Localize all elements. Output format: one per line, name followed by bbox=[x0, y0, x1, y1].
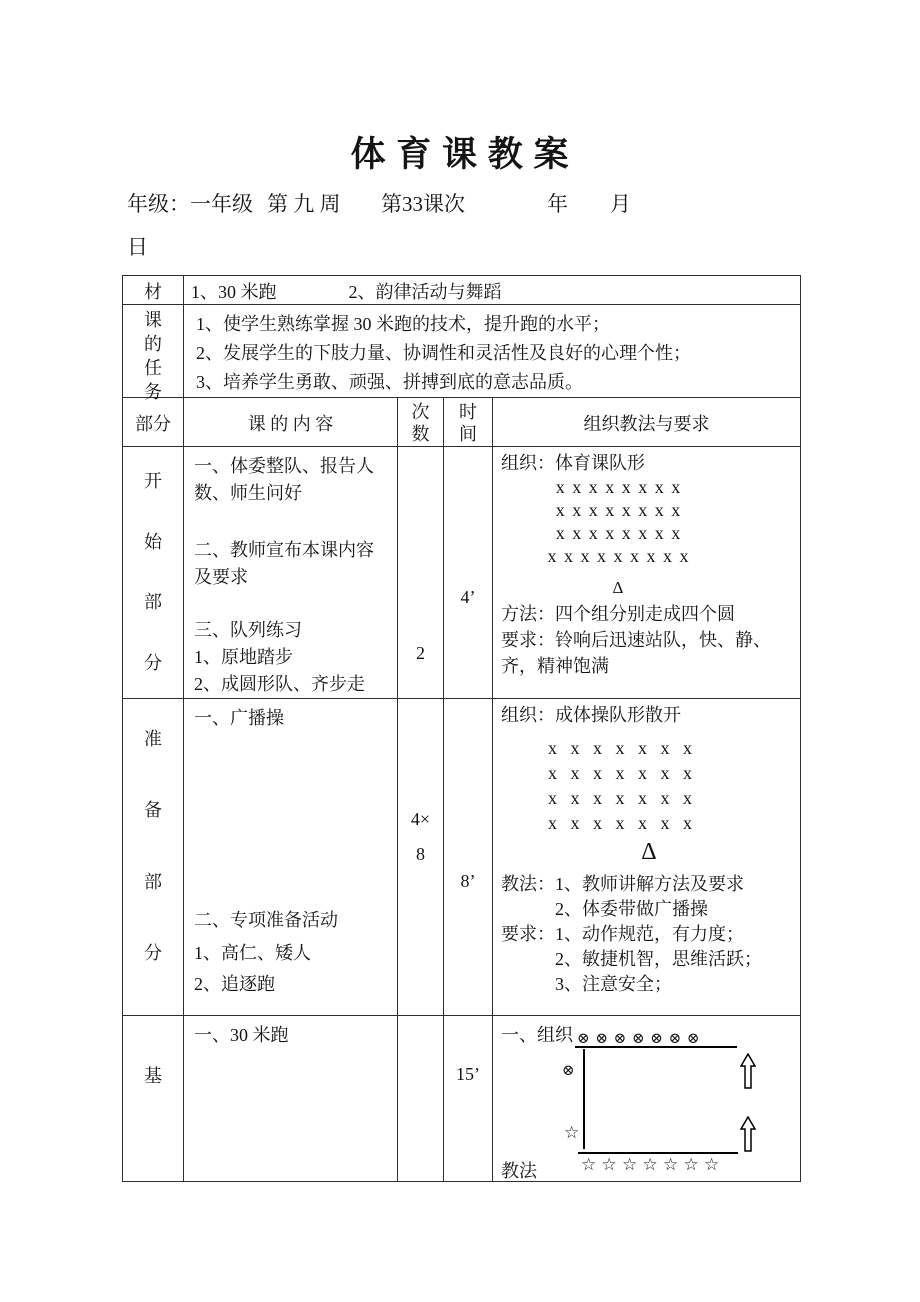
formation-row: x x x x x x x bbox=[548, 788, 692, 808]
start-method bbox=[493, 447, 800, 679]
student-row-bottom-stars: ☆ ☆ ☆ ☆ ☆ ☆ ☆ bbox=[581, 1155, 720, 1174]
cell-basic-label bbox=[123, 1016, 184, 1182]
header-part bbox=[123, 398, 184, 447]
prep-label-char: 分 bbox=[144, 942, 162, 963]
prep-item-2b: 2、追逐跑 bbox=[194, 974, 275, 994]
prep-item-2: 二、专项准备活动 bbox=[194, 910, 338, 930]
cell-basic-content bbox=[184, 1016, 398, 1182]
start-method-line: 方法：四个组分别走成四个圆 bbox=[501, 604, 735, 624]
cell-material-content bbox=[184, 276, 801, 305]
prep-item-1: 一、广播操 bbox=[194, 708, 284, 728]
prep-section-label bbox=[123, 699, 183, 1013]
prep-label-char: 准 bbox=[144, 729, 162, 749]
row-prep-section bbox=[123, 699, 801, 1016]
meta-week: 第 九 周 bbox=[267, 192, 341, 216]
header-time bbox=[444, 398, 493, 447]
start-times-value: 2 bbox=[416, 643, 425, 663]
side-student-symbol: ⊗ bbox=[562, 1063, 575, 1079]
start-org-label: 组织：体育课队形 bbox=[501, 453, 645, 473]
drill-diagram bbox=[493, 1016, 800, 1179]
basic-item-1: 一、30 米跑 bbox=[194, 1025, 289, 1045]
prep-times-value-1: 4× bbox=[410, 809, 431, 829]
header-times-char: 次 bbox=[411, 402, 430, 422]
cell-material-label bbox=[123, 276, 184, 305]
material-items bbox=[184, 276, 800, 304]
meta-grade: 年级：一年级 bbox=[127, 192, 253, 216]
up-arrow-icon bbox=[740, 1053, 756, 1094]
cell-prep-label bbox=[123, 699, 184, 1016]
header-times-char: 数 bbox=[411, 424, 430, 444]
start-time-value: 4’ bbox=[460, 587, 476, 607]
start-method-line: 齐，精神饱满 bbox=[501, 656, 609, 676]
material-item-2: 2、韵律活动与舞蹈 bbox=[348, 282, 502, 302]
start-content-list bbox=[184, 447, 397, 698]
task-item: 2、发展学生的下肢力量、协调性和灵活性及良好的心理个性； bbox=[196, 343, 691, 363]
row-start-section bbox=[123, 447, 801, 699]
row-basic-section bbox=[123, 1016, 801, 1182]
prep-method bbox=[493, 699, 800, 997]
row-tasks bbox=[123, 305, 801, 398]
start-label-char: 始 bbox=[144, 531, 162, 552]
prep-org-label: 组织：成体操队形散开 bbox=[501, 705, 681, 725]
formation-row: x x x x x x x bbox=[548, 763, 692, 783]
formation-row: x x x x x x x x bbox=[555, 477, 681, 497]
lesson-plan-table bbox=[122, 275, 801, 1182]
prep-times-value-2: 8 bbox=[416, 844, 425, 864]
material-item-1: 1、30 米跑 bbox=[191, 282, 277, 302]
start-method-lines bbox=[501, 601, 796, 679]
start-label-char: 开 bbox=[144, 471, 162, 491]
cell-prep-content bbox=[184, 699, 398, 1016]
basic-org-label: 一、组织 bbox=[501, 1025, 573, 1045]
cell-tasks-content bbox=[184, 305, 801, 398]
teacher-marker: Δ bbox=[612, 578, 624, 597]
start-item-3: 三、队列练习 bbox=[194, 620, 302, 640]
basic-section-label: 基 bbox=[144, 1066, 162, 1086]
prep-label-char: 部 bbox=[144, 871, 162, 892]
prep-content-list bbox=[184, 699, 397, 999]
prep-method-line: 要求：1、动作规范，有力度； bbox=[501, 924, 744, 944]
prep-method-line: 2、体委带做广播操 bbox=[501, 899, 708, 919]
formation-row: x x x x x x x x x bbox=[547, 546, 689, 566]
prep-method-line: 教法：1、教师讲解方法及要求 bbox=[501, 874, 744, 894]
header-time-label bbox=[444, 398, 492, 445]
tasks-label-char: 课 bbox=[144, 310, 162, 330]
header-time-char: 时 bbox=[459, 402, 477, 422]
start-method-line: 要求：铃响后迅速站队，快、静、 bbox=[501, 630, 771, 650]
tasks-label-char: 务 bbox=[144, 382, 162, 402]
start-label-char: 部 bbox=[144, 592, 162, 613]
prep-method-lines bbox=[501, 872, 796, 997]
cell-start-times bbox=[398, 447, 444, 699]
row-header bbox=[123, 398, 801, 447]
teacher-marker: Δ bbox=[641, 839, 657, 865]
tasks-list bbox=[184, 305, 800, 397]
cell-tasks-label bbox=[123, 305, 184, 402]
formation-row: x x x x x x x x bbox=[555, 500, 681, 520]
start-item-1: 一、体委整队、报告人数、师生问好 bbox=[194, 456, 374, 503]
cell-start-content bbox=[184, 447, 398, 699]
prep-item-2a: 1、高仁、矮人 bbox=[194, 943, 311, 963]
basic-method-caption: 教法 bbox=[501, 1161, 537, 1181]
prep-time-value: 8’ bbox=[460, 871, 476, 891]
cell-basic-method bbox=[493, 1016, 801, 1182]
left-track-line bbox=[583, 1049, 585, 1149]
meta-year: 年 bbox=[547, 192, 568, 216]
header-times-label bbox=[398, 398, 443, 445]
prep-label-char: 备 bbox=[144, 800, 162, 821]
header-part-label: 部分 bbox=[135, 414, 171, 434]
start-item-3a: 1、原地踏步 bbox=[194, 647, 293, 667]
cell-basic-times bbox=[398, 1016, 444, 1182]
prep-method-line: 3、注意安全； bbox=[501, 974, 672, 994]
material-label: 材 bbox=[144, 282, 162, 302]
cell-start-label bbox=[123, 447, 184, 699]
start-formation bbox=[538, 476, 698, 568]
header-method-label: 组织教法与要求 bbox=[583, 414, 710, 434]
cell-start-method bbox=[493, 447, 801, 699]
task-item: 3、培养学生勇敢、顽强、拼搏到底的意志品质。 bbox=[196, 372, 583, 392]
meta-month: 月 bbox=[610, 192, 631, 216]
row-material bbox=[123, 276, 801, 305]
side-star-symbol: ☆ bbox=[564, 1123, 580, 1142]
header-times bbox=[398, 398, 444, 447]
start-item-3b: 2、成圆形队、齐步走 bbox=[194, 674, 365, 694]
cell-prep-times bbox=[398, 699, 444, 1016]
up-arrow-icon bbox=[740, 1116, 756, 1157]
prep-formation bbox=[548, 736, 796, 836]
tasks-label-char: 的 bbox=[144, 334, 162, 354]
formation-row: x x x x x x x bbox=[548, 813, 692, 833]
start-section-label bbox=[123, 447, 183, 685]
meta-lesson-number: 第33课次 bbox=[381, 192, 465, 216]
formation-row: x x x x x x x bbox=[548, 738, 692, 758]
header-content bbox=[184, 398, 398, 447]
document-title: 体 育 课 教 案 bbox=[350, 135, 570, 174]
prep-method-line: 2、敏捷机智，思维活跃； bbox=[501, 949, 762, 969]
tasks-label bbox=[123, 305, 183, 402]
header-method bbox=[493, 398, 801, 447]
formation-row: x x x x x x x x bbox=[555, 523, 681, 543]
meta-day: 日 bbox=[127, 235, 148, 259]
tasks-label-char: 任 bbox=[144, 358, 162, 378]
start-label-char: 分 bbox=[144, 652, 162, 673]
task-item: 1、使学生熟练掌握 30 米跑的技术，提升跑的水平； bbox=[196, 314, 610, 334]
start-item-2: 二、教师宣布本课内容及要求 bbox=[194, 540, 374, 587]
cell-prep-time bbox=[444, 699, 493, 1016]
top-track-line bbox=[575, 1046, 737, 1048]
header-time-char: 间 bbox=[459, 424, 477, 444]
bottom-track-line bbox=[578, 1152, 738, 1154]
header-content-label: 课 的 内 容 bbox=[247, 414, 334, 434]
cell-prep-method bbox=[493, 699, 801, 1016]
cell-basic-time bbox=[444, 1016, 493, 1182]
meta-line bbox=[0, 188, 920, 218]
student-row-top-symbols: ⊗ ⊗ ⊗ ⊗ ⊗ ⊗ ⊗ bbox=[577, 1031, 700, 1047]
basic-time-value: 15’ bbox=[456, 1064, 480, 1084]
cell-start-time bbox=[444, 447, 493, 699]
